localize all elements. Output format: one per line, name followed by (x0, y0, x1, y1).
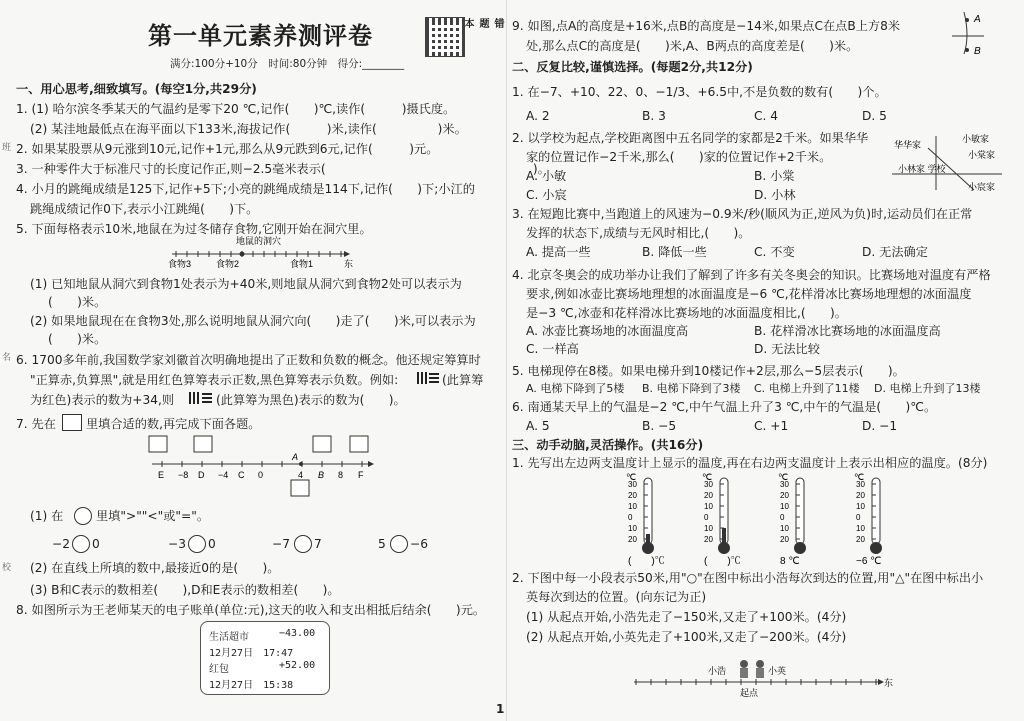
question: 9. 如图,点A的高度是+16米,点B的高度是−14米,如果点C在点B上方8米 (512, 19, 901, 33)
option[interactable]: C. 不变 (754, 245, 795, 259)
question: 3. 一种零件大于标准尺寸的长度记作正,则−2.5毫米表示( )。 (16, 162, 550, 176)
question: 6. 1700多年前,我国数学家刘徽首次明确地提出了正数和负数的概念。他还规定筹算时 (16, 353, 481, 367)
compare-right: 7 (314, 537, 322, 551)
option[interactable]: C. 小宸 (526, 188, 567, 202)
tick-label: E (158, 470, 165, 480)
margin-mark: 名 (2, 353, 12, 363)
thermometer-bulb (794, 542, 806, 554)
question: 3. 在短跑比赛中,当跑道上的风速为−0.9米/秒(顺风为正,逆风为负)时,运动员们在正常 (512, 207, 973, 221)
question: 6. 南通某天早上的气温是−2 ℃,中午气温上升了3 ℃,中午的气温是( )℃。 (512, 400, 937, 414)
compare-right: −6 (410, 537, 428, 551)
page-number: 1 (496, 702, 505, 716)
question: ( )米。 (48, 332, 107, 346)
option[interactable]: B. −5 (642, 419, 677, 433)
thermometer-tube (796, 478, 804, 544)
east-label: 东 (884, 678, 894, 688)
e-bill (200, 621, 330, 695)
east-label: 东 (344, 259, 354, 269)
option[interactable]: A. 电梯下降到了5楼 (526, 382, 625, 395)
burrow-number-line (162, 232, 362, 272)
question: (2) 从起点开始,小英先走了+100米,又走了−200米。(4分) (526, 630, 847, 644)
therm-tick-label: 20 (780, 535, 789, 544)
question: 发挥的状态下,成绩与无风时相比,( )。 (526, 226, 751, 240)
option[interactable]: D. 无法确定 (862, 245, 928, 259)
tick-label: D (198, 470, 205, 480)
map-label: 华华家 (894, 140, 922, 150)
therm-tick-label: 20 (856, 491, 865, 500)
answer-box[interactable] (313, 436, 331, 452)
compare-left: −7 (272, 537, 290, 551)
bill-amount: −43.00 (279, 628, 316, 639)
option[interactable]: D. −1 (862, 419, 898, 433)
therm-tick-label: 20 (628, 535, 637, 544)
question: 要求,例如冰壶比赛场地理想的冰面温度是−6 ℃,花样滑冰比赛场地理想的冰面温度 (526, 287, 972, 301)
xiaoying-label: 小英 (768, 666, 787, 676)
therm-tick-label: 20 (704, 535, 713, 544)
question: 1. (1) 哈尔滨冬季某天的气温约是零下20 ℃,记作( )℃,读作( )摄氏度。 (16, 102, 456, 116)
map-label: 小棠家 (968, 150, 996, 160)
map-label: 小宸家 (968, 182, 996, 192)
exam-meta[interactable]: 满分:100分+10分 时间:80分钟 得分:________ (170, 58, 405, 70)
question: (2) 某洼地最低点在海平面以下133米,海拔记作( )米,读作( )米。 (30, 122, 467, 136)
answer-circle[interactable] (188, 535, 206, 553)
page-title: 第一单元素养测评卷 (148, 21, 373, 50)
question: 2. 下图中每一小段表示50米,用"○"在图中标出小浩每次到达的位置,用"△"在图中标出小 (512, 571, 984, 585)
answer-box[interactable] (194, 436, 212, 452)
question: 2. 以学校为起点,学校距离图中五名同学的家都是2千米。如果华华 (512, 131, 869, 145)
bill-item: 红包 (209, 664, 229, 675)
tick-label: 0 (258, 470, 264, 480)
question: (3) B和C表示的数相差( ),D和E表示的数相差( )。 (30, 583, 340, 597)
therm-tick-label: 0 (628, 513, 633, 522)
qr-label: 错题本 (462, 18, 503, 28)
compare-left: −3 (168, 537, 186, 551)
question: (1) 从起点开始,小浩先走了−150米,又走了+100米。(4分) (526, 610, 847, 624)
option[interactable]: B. 3 (642, 109, 666, 123)
food-1-label: 食物1 (290, 259, 314, 269)
tick-label: C (238, 470, 245, 480)
therm-unit: ℃ (778, 472, 789, 482)
xiaohao-label: 小浩 (708, 666, 727, 676)
therm-tick-label: 30 (780, 480, 789, 489)
walk-number-line (630, 656, 892, 702)
therm-unit: ℃ (702, 472, 713, 482)
burrow-caption: 地鼠的洞穴 (236, 236, 282, 246)
therm-tick-label: 0 (780, 513, 785, 522)
therm-tick-label: 30 (704, 480, 713, 489)
question: 为红色)表示的数为+34,则 (30, 393, 175, 407)
bill-item: 生活超市 (209, 632, 249, 643)
therm-answer[interactable]: ( )℃ (704, 556, 741, 567)
therm-answer[interactable]: ( )℃ (628, 556, 665, 567)
height-diagram (940, 8, 990, 58)
point-A-label: A (974, 14, 981, 25)
option[interactable]: C. +1 (754, 419, 789, 433)
tick-label: F (358, 470, 364, 480)
option[interactable]: C. 电梯上升到了11楼 (754, 382, 860, 395)
mercury (722, 528, 726, 546)
answer-circle[interactable] (390, 535, 408, 553)
option[interactable]: D. 电梯上升到了13楼 (874, 382, 981, 395)
option[interactable]: A. 小敏 (526, 169, 567, 183)
option[interactable]: C. 一样高 (526, 342, 579, 356)
burrow-point (240, 252, 245, 257)
question: 1. 先写出左边两支温度计上显示的温度,再在右边两支温度计上表示出相应的温度。(8分) (512, 456, 988, 470)
margin-mark: 校 (2, 563, 12, 573)
question: 5. 电梯现停在8楼。如果电梯升到10楼记作+2层,那么−5层表示( )。 (512, 364, 905, 378)
question: (1) 在 (30, 509, 64, 523)
thermometer-tube (872, 478, 880, 544)
therm-tick-label: 10 (780, 502, 789, 511)
therm-tick-label: 10 (628, 502, 637, 511)
therm-tick-label: 10 (780, 524, 789, 533)
therm-tick-label: 10 (704, 524, 713, 533)
question: 1. 在−7、+10、22、0、−1/3、+6.5中,不是负数的数有( )个。 (512, 85, 887, 99)
option[interactable]: B. 小棠 (754, 169, 795, 183)
therm-unit: ℃ (626, 472, 637, 482)
point-A-label: A (292, 452, 299, 462)
option[interactable]: B. 降低一些 (642, 245, 707, 259)
option[interactable]: B. 花样滑冰比赛场地的冰面温度高 (754, 324, 941, 338)
question: ( )米。 (48, 295, 107, 309)
answer-circle[interactable] (294, 535, 312, 553)
question: "正算赤,负算黑",就是用红色算筹表示正数,黑色算筹表示负数。例如: (30, 373, 399, 387)
therm-tick-label: 20 (704, 491, 713, 500)
question: 2. 如果某股票从9元涨到10元,记作+1元,那么从9元跌到6元,记作( )元。 (16, 142, 439, 156)
question: 家的位置记作−2千米,那么( )家的位置记作+2千米。 (526, 150, 832, 164)
counting-rods-red (416, 370, 440, 386)
compare-right: 0 (92, 537, 100, 551)
option[interactable]: A. 2 (526, 109, 550, 123)
question: 是−3 ℃,冰壶和花样滑冰比赛场地的冰面温度相比,( )。 (526, 306, 847, 320)
mercury (646, 534, 650, 546)
option[interactable]: C. 4 (754, 109, 779, 123)
option[interactable]: D. 5 (862, 109, 887, 123)
therm-tick-label: 20 (780, 491, 789, 500)
answer-box[interactable] (149, 436, 167, 452)
section-1-heading: 一、用心思考,细致填写。(每空1分,共29分) (16, 82, 257, 96)
map-label: 小敏家 (962, 134, 990, 144)
xiaohao-figure (740, 660, 748, 678)
option[interactable]: A. 提高一些 (526, 245, 591, 259)
therm-tick-label: 10 (628, 524, 637, 533)
compare-right: 0 (208, 537, 216, 551)
margin-mark: 班 (2, 143, 12, 153)
tick-label: 8 (338, 470, 344, 480)
option[interactable]: B. 电梯下降到了3楼 (642, 382, 741, 395)
therm-unit: ℃ (854, 472, 865, 482)
bill-date: 12月27日 17:47 (209, 648, 294, 659)
bill-date: 12月27日 15:38 (209, 680, 294, 691)
option[interactable]: A. 冰壶比赛场地的冰面温度高 (526, 324, 689, 338)
map-label: 小林家 学校 (898, 164, 946, 174)
counting-rods-black (188, 390, 214, 406)
answer-box[interactable] (350, 436, 368, 452)
question: 4. 小月的跳绳成绩是125下,记作+5下;小亮的跳绳成绩是114下,记作( )下;小江的 (16, 182, 475, 196)
question: (1) 已知地鼠从洞穴到食物1处表示为+40米,则地鼠从洞穴到食物2处可以表示为 (30, 277, 462, 291)
therm-tick-label: 10 (856, 502, 865, 511)
xiaoying-figure (756, 660, 764, 678)
question: 里填合适的数,再完成下面各题。 (86, 417, 261, 431)
thermometer-bulb (870, 542, 882, 554)
therm-tick-label: 0 (856, 513, 861, 522)
point-A (299, 462, 303, 466)
tick-label: −4 (218, 470, 229, 480)
tick-label: 4 (298, 470, 304, 480)
point-B-label: B (318, 470, 325, 480)
therm-answer[interactable]: 8 ℃ (780, 556, 800, 567)
question: (此算筹 (442, 373, 484, 387)
answer-circle[interactable] (72, 535, 90, 553)
question: 7. 先在 (16, 417, 56, 431)
answer-circle[interactable] (74, 507, 92, 525)
answer-box[interactable] (291, 480, 309, 496)
option[interactable]: A. 5 (526, 419, 550, 433)
question: 5. 下面每格表示10米,地鼠在为过冬储存食物,它刚开始在洞穴里。 (16, 222, 372, 236)
option[interactable]: D. 小林 (754, 188, 796, 202)
therm-tick-label: 30 (628, 480, 637, 489)
compare-left: −2 (52, 537, 70, 551)
food-2-label: 食物2 (216, 259, 240, 269)
question: 跳绳成绩记作0下,表示小江跳绳( )下。 (30, 202, 259, 216)
therm-tick-label: 20 (856, 535, 865, 544)
point-B-label: B (974, 46, 981, 57)
compare-left: 5 (378, 537, 386, 551)
therm-tick-label: 0 (704, 513, 709, 522)
question: (2) 在直线上所填的数中,最接近0的是( )。 (30, 561, 280, 575)
question: 英每次到达的位置。(向东记为正) (526, 590, 707, 604)
therm-tick-label: 10 (856, 524, 865, 533)
question: 4. 北京冬奥会的成功举办让我们了解到了许多有关冬奥会的知识。比赛场地对温度有严格 (512, 268, 991, 282)
start-label: 起点 (740, 688, 759, 698)
food-3-label: 食物3 (168, 259, 192, 269)
section-2-heading: 二、反复比较,谨慎选择。(每题2分,共12分) (512, 60, 753, 74)
bill-amount: +52.00 (279, 660, 316, 671)
qr-code (425, 17, 465, 57)
therm-answer[interactable]: −6 ℃ (856, 556, 882, 567)
question: 处,那么点C的高度是( )米,A、B两点的高度差是( )米。 (526, 39, 859, 53)
therm-tick-label: 20 (628, 491, 637, 500)
therm-tick-label: 10 (704, 502, 713, 511)
question: 8. 如图所示为王老师某天的电子账单(单位:元),这天的收入和支出相抵后结余( )元。 (16, 603, 486, 617)
section-3-heading: 三、动手动脑,灵活操作。(共16分) (512, 438, 704, 452)
question: (此算筹为黑色)表示的数为( )。 (216, 393, 406, 407)
therm-tick-label: 30 (856, 480, 865, 489)
answer-box[interactable] (62, 414, 82, 431)
option[interactable]: D. 无法比较 (754, 342, 820, 356)
homes-map (884, 130, 1008, 196)
question: (2) 如果地鼠现在在食物3处,那么说明地鼠从洞穴向( )走了( )米,可以表示为 (30, 314, 476, 328)
q7-number-line (142, 434, 382, 498)
column-divider (506, 0, 507, 721)
tick-label: −8 (178, 470, 189, 480)
question: 里填">""<"或"="。 (96, 509, 210, 523)
thermometers (612, 470, 912, 566)
